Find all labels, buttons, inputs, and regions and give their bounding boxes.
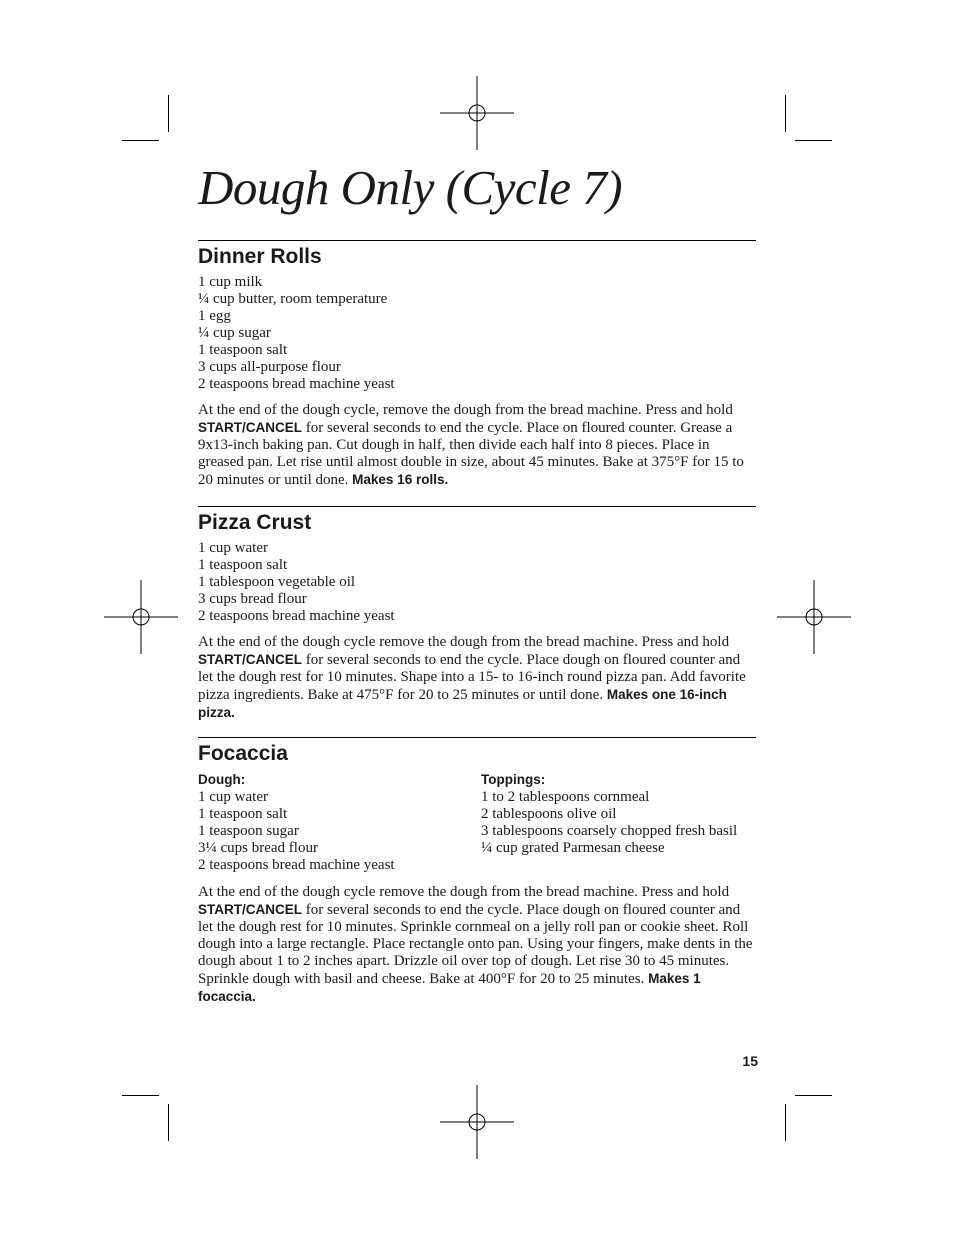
crop-mark-top-left-v	[168, 95, 169, 132]
button-reference: START/CANCEL	[198, 420, 302, 435]
recipe-title: Focaccia	[198, 742, 288, 765]
ingredient-list	[198, 789, 395, 874]
method-text: At the end of the dough cycle, remove the dough from the bread machine. Press and hold	[198, 402, 733, 418]
ingredient-list	[198, 274, 756, 393]
recipe-method	[198, 402, 756, 489]
recipe-pizza-crust	[198, 506, 756, 722]
registration-mark-icon	[104, 580, 178, 654]
recipe-method	[198, 884, 756, 1006]
crop-mark-top-right-h	[795, 140, 832, 141]
ingredient-item: 3 tablespoons coarsely chopped fresh basil	[481, 823, 738, 839]
ingredient-item: 1 teaspoon sugar	[198, 823, 299, 839]
ingredient-list	[198, 540, 756, 625]
crop-mark-bottom-left-h	[122, 1095, 159, 1096]
section-divider	[198, 240, 756, 241]
ingredient-item: 2 teaspoons bread machine yeast	[198, 376, 395, 392]
dough-column	[198, 771, 395, 874]
recipe-title: Pizza Crust	[198, 511, 312, 534]
ingredient-item: 1 egg	[198, 308, 231, 324]
crop-mark-bottom-right-v	[785, 1104, 786, 1141]
method-text: for several seconds to end the cycle. Place dough on floured counter and let the dough rest for 10 minutes. Sprinkle cornmeal on a jelly roll pan or cookie sheet. Roll dough into a large rectangle. Place rectangle onto pan. Using your fingers, make dents in the dough about 1 to 2 inches apart. Drizzle oil over top of dough. Let rise 30 to 45 minutes. Sprinkle dough with basil and cheese. Bake at 400°F for 20 to 25 minutes.	[198, 902, 753, 987]
method-text: At the end of the dough cycle remove the dough from the bread machine. Press and hold	[198, 634, 730, 650]
dough-heading: Dough:	[198, 772, 246, 787]
ingredient-item: 1 cup water	[198, 540, 268, 556]
toppings-column	[481, 771, 737, 857]
crop-mark-bottom-right-h	[795, 1095, 832, 1096]
recipe-yield: Makes 1 focaccia.	[198, 971, 701, 1004]
ingredient-item: 1 to 2 tablespoons cornmeal	[481, 789, 650, 805]
ingredient-item: 2 teaspoons bread machine yeast	[198, 608, 395, 624]
button-reference: START/CANCEL	[198, 902, 302, 917]
ingredient-item: 1 cup water	[198, 789, 268, 805]
ingredient-item: 1 teaspoon salt	[198, 806, 288, 822]
recipe-yield: Makes one 16-inch pizza.	[198, 687, 727, 720]
ingredient-item: 3 cups all-purpose flour	[198, 359, 341, 375]
page-title: Dough Only (Cycle 7)	[198, 160, 623, 215]
registration-mark-icon	[777, 580, 851, 654]
ingredient-columns	[198, 771, 756, 875]
section-divider	[198, 506, 756, 507]
page-number: 15	[742, 1053, 758, 1069]
section-divider	[198, 737, 756, 738]
ingredient-item: 1 teaspoon salt	[198, 342, 288, 358]
method-text: for several seconds to end the cycle. Place on floured counter. Grease a 9x13-inch baking pan. Cut dough in half, then divide each half into 8 pieces. Place in greased pan. Let rise until almost double in size, about 45 minutes. Bake at 375°F for 15 to 20 minutes or until done.	[198, 420, 744, 488]
ingredient-item: 3¼ cups bread flour	[198, 840, 318, 856]
registration-mark-icon	[440, 76, 514, 150]
crop-mark-top-right-v	[785, 95, 786, 132]
recipe-yield: Makes 16 rolls.	[352, 472, 449, 487]
ingredient-item: ¼ cup grated Parmesan cheese	[481, 840, 665, 856]
ingredient-item: 3 cups bread flour	[198, 591, 307, 607]
button-reference: START/CANCEL	[198, 652, 302, 667]
recipe-method	[198, 634, 756, 722]
crop-mark-bottom-left-v	[168, 1104, 169, 1141]
ingredient-item: ¼ cup sugar	[198, 325, 271, 341]
crop-mark-top-left-h	[122, 140, 159, 141]
recipe-dinner-rolls	[198, 240, 756, 489]
ingredient-item: 1 tablespoon vegetable oil	[198, 574, 356, 590]
method-text: At the end of the dough cycle remove the dough from the bread machine. Press and hold	[198, 884, 730, 900]
registration-mark-icon	[440, 1085, 514, 1159]
ingredient-list	[481, 789, 737, 857]
toppings-heading: Toppings:	[481, 772, 546, 787]
recipe-title: Dinner Rolls	[198, 245, 322, 268]
ingredient-item: ¼ cup butter, room temperature	[198, 291, 388, 307]
ingredient-item: 1 teaspoon salt	[198, 557, 288, 573]
method-text: for several seconds to end the cycle. Place dough on floured counter and let the dough rest for 10 minutes. Shape into a 15- to 16-inch round pizza pan. Add favorite pizza ingredients. Bake at 475°F for 20 to 25 minutes or until done.	[198, 652, 746, 703]
ingredient-item: 1 cup milk	[198, 274, 263, 290]
ingredient-item: 2 tablespoons olive oil	[481, 806, 617, 822]
ingredient-item: 2 teaspoons bread machine yeast	[198, 857, 395, 873]
recipe-focaccia	[198, 737, 756, 1006]
